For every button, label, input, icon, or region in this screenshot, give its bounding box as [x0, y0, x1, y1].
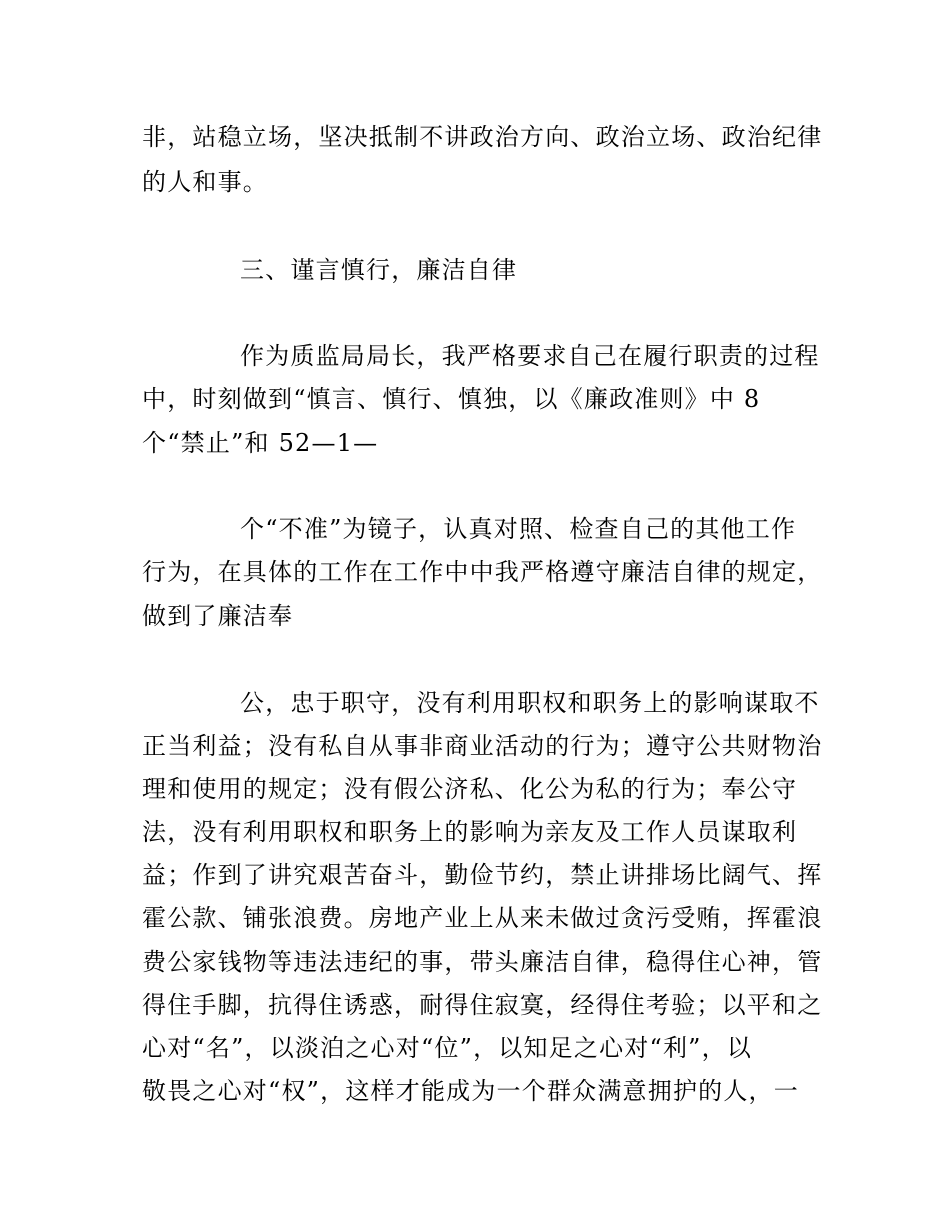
- text-line: 法，没有利用职权和职务上的影响为亲友及工作人员谋取利: [142, 818, 798, 846]
- text-line: 做到了廉洁奉: [142, 602, 294, 630]
- text-line: 公，忠于职守，没有利用职权和职务上的影响谋取不: [240, 689, 820, 717]
- text-line: 敬畏之心对“权”，这样才能成为一个群众满意拥护的人，一: [142, 1077, 799, 1105]
- text-line: 费公家钱物等违法违纪的事，带头廉洁自律，稳得住心神，管: [142, 948, 823, 976]
- text-line: 得住手脚，抗得住诱惑，耐得住寂寞，经得住考验；以平和之: [142, 991, 823, 1019]
- text-line: 理和使用的规定；没有假公济私、化公为私的行为；奉公守: [142, 775, 798, 803]
- text-line: 霍公款、铺张浪费。房地产业上从来未做过贪污受贿，挥霍浪: [142, 904, 823, 932]
- text-line: 行为，在具体的工作在工作中中我严格遵守廉洁自律的规定，: [142, 558, 823, 586]
- text-line: 作为质监局局长，我严格要求自己在履行职责的过程: [240, 342, 820, 370]
- text-line: 中，时刻做到“慎言、慎行、慎独，以《廉政准则》中 8: [142, 385, 761, 413]
- text-line: 个“不准”为镜子，认真对照、检查自己的其他工作: [240, 515, 797, 543]
- text-line: 正当利益；没有私自从事非商业活动的行为；遵守公共财物治: [142, 732, 823, 760]
- text-line: 非，站稳立场，坚决抵制不讲政治方向、政治立场、政治纪律: [142, 123, 823, 151]
- section-heading: 三、谨言慎行，廉洁自律: [240, 256, 518, 284]
- text-line: 益；作到了讲究艰苦奋斗，勤俭节约，禁止讲排场比阔气、挥: [142, 861, 823, 889]
- text-line: 个“禁止”和 52—1—: [142, 429, 379, 457]
- text-line: 心对“名”，以淡泊之心对“位”，以知足之心对“利”，以: [142, 1034, 753, 1062]
- text-line: 的人和事。: [142, 168, 268, 196]
